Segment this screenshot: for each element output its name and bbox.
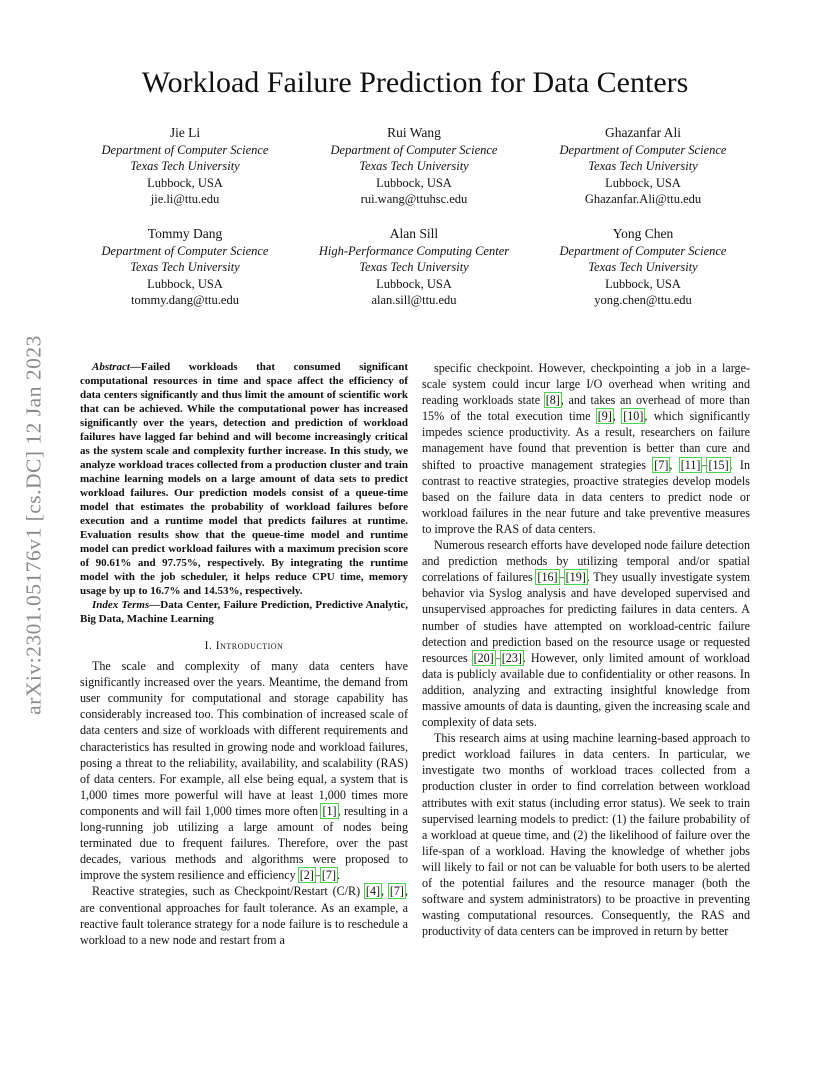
author-university: Texas Tech University: [588, 260, 698, 274]
abstract-text: —Failed workloads that consumed significant computational resources in time and space affect the efficiency of data centers significantly and thus limit the amount of scientific work that can be achieved. While the computational power has increased significantly over the years, detection and prediction of workload failures have lagged far behind and will become increasingly critical as the system scale and complexity further increase. In this study, we analyze workload traces collected from a production cluster and train machine learning models on a large amount of data sets to predict workload failures. Our prediction models consist of a queue-time model that estimates the probability of workload failures before execution and a runtime model that predicts failures at runtime. Evaluation results show that the queue-time model and runtime model can predict workload failures with a maximum precision score of 90.61% and 97.75%, respectively. By integrating the runtime model with the job scheduler, it helps reduce CPU time, memory usage by up to 16.7% and 14.53%, respectively.: [80, 361, 408, 597]
index-terms-label: Index Terms: [92, 599, 150, 611]
arxiv-sidebar: [14, 290, 54, 760]
author-city: Lubbock, USA: [605, 276, 681, 291]
author-department: Department of Computer Science: [101, 142, 269, 157]
body-text: , are conventional approaches for fault tolerance. As an example, a reactive fault tolerance strategy for a node failure is to reschedule a workload to a new node and restart from a: [80, 884, 408, 947]
citation-link[interactable]: [10]: [623, 409, 644, 424]
body-text: –: [314, 868, 321, 883]
author-name: Jie Li: [169, 125, 201, 140]
author-email: alan.sill@ttu.edu: [371, 293, 457, 307]
body-text: –: [494, 650, 501, 665]
body-paragraph: [80, 658, 408, 883]
citation-link[interactable]: [2]: [299, 868, 314, 883]
author-university: Texas Tech University: [130, 260, 240, 274]
citation-link[interactable]: [15]: [708, 457, 729, 472]
author-university: Texas Tech University: [588, 159, 698, 173]
body-text: –: [701, 457, 708, 472]
author-email: yong.chen@ttu.edu: [594, 293, 692, 307]
author-block: [532, 125, 754, 208]
citation-link[interactable]: [11]: [680, 457, 701, 472]
author-email: rui.wang@ttuhsc.edu: [360, 192, 468, 206]
body-text: . However, only limited amount of workload data is publicly available due to confidentiality or other reasons. In addition, analyzing and extracting insightful knowledge from massive amounts of data is daunting, given the increasing scale and complexity of data sets.: [422, 650, 750, 730]
citation-link[interactable]: [4]: [365, 884, 381, 899]
citation-link[interactable]: [19]: [565, 570, 586, 585]
author-department: High-Performance Computing Center: [318, 243, 510, 258]
body-text: ,: [612, 409, 623, 424]
author-email: Ghazanfar.Ali@ttu.edu: [584, 192, 702, 206]
author-university: Texas Tech University: [130, 159, 240, 173]
author-email: jie.li@ttu.edu: [150, 192, 220, 206]
author-department: Department of Computer Science: [101, 243, 269, 258]
citation-link[interactable]: [16]: [537, 570, 558, 585]
section-heading-introduction: I. Introduction: [204, 640, 284, 652]
body-text: , and takes an overhead of more than 15% of the total execution time: [422, 393, 750, 424]
author-name: Ghazanfar Ali: [604, 125, 682, 140]
author-email: tommy.dang@ttu.edu: [131, 293, 239, 307]
author-department: Department of Computer Science: [330, 142, 498, 157]
author-university: Texas Tech University: [359, 260, 469, 274]
body-text: . In contrast to reactive strategies, proactive strategies develop models based on the failure data in data centers to predict node or workload failures in the near future and take preventive measures to improve the RAS of data centers.: [422, 457, 751, 536]
index-terms-text: —Data Center, Failure Prediction, Predictive Analytic, Big Data, Machine Learning: [80, 599, 408, 625]
body-text: .: [337, 868, 341, 883]
citation-link[interactable]: [20]: [473, 650, 494, 665]
body-text: specific checkpoint. However, checkpointing a job in a large-scale system could incur large I/O overhead when writing and reading workloads state: [422, 361, 750, 408]
citation-link[interactable]: [23]: [501, 650, 522, 665]
body-text: The scale and complexity of many data centers have significantly increased over the years. Meantime, the demand from user community for computational and storage capability has considerably increased too. This combination of increased scale of data centers and size of workloads with different requirements and characteristics has resulted in growing node and workload failures, posing a threat to the reliability, availability, and scalability (RAS) of data centers. For example, all else being equal, a system that is 1,000 times more powerful will have at least 1,000 times more components and will fail 1,000 times more often: [80, 659, 408, 818]
body-text: This research aims at using machine learning-based approach to predict workload failures in data centers. In particular, we investigate two months of workload traces collected from a production cluster in order to find correlation between workload attributes with exit status (including error status). We seek to train supervised learning models to predict: (1) the failure probability of a workload at queue time, and (2) the likelihood of failure over the life-span of a workload. Having the knowledge of whether jobs will likely to fail or not can be valuable for both users to be alerted of the potential failures and the resource manager (both the software and system administrators) to be proactive in preventing wasting computational resources. Consequently, the RAS and productivity of data centers can be improved in return by better: [422, 731, 750, 939]
author-city: Lubbock, USA: [376, 276, 452, 291]
author-block: [74, 226, 296, 309]
index-terms: [80, 598, 408, 626]
author-city: Lubbock, USA: [147, 175, 223, 190]
citation-link[interactable]: [8]: [545, 393, 560, 408]
author-block: [74, 125, 296, 208]
citation-link[interactable]: [7]: [654, 457, 669, 472]
right-body-text: [422, 360, 750, 939]
author-block: [532, 226, 754, 309]
author-name: Yong Chen: [612, 226, 674, 241]
citation-link[interactable]: [7]: [389, 884, 404, 899]
author-city: Lubbock, USA: [605, 175, 681, 190]
body-text: –: [558, 570, 565, 585]
arxiv-identifier: arXiv:2301.05176v1 [cs.DC] 12 Jan 2023: [21, 335, 46, 715]
author-row-2: [74, 226, 754, 309]
author-name: Rui Wang: [387, 125, 441, 140]
citation-link[interactable]: [9]: [597, 409, 612, 424]
author-row-1: [74, 125, 754, 208]
author-department: Department of Computer Science: [559, 243, 727, 258]
author-university: Texas Tech University: [359, 159, 469, 173]
body-paragraph: [422, 730, 750, 939]
body-paragraph: [80, 883, 408, 947]
right-column: [422, 360, 750, 939]
body-paragraph: [422, 537, 750, 730]
author-department: Department of Computer Science: [559, 142, 727, 157]
left-body-text: [80, 658, 408, 948]
paper-title: Workload Failure Prediction for Data Centers: [141, 66, 689, 99]
left-column: [80, 360, 408, 948]
body-text: . They usually investigate system behavior via Syslog analysis and have developed supervised and unsupervised approaches for predicting failures in data centers. A number of studies have attempted on workload-centric failure detection and prediction based on the resource usage or requested resources: [422, 570, 751, 665]
body-paragraph: [422, 360, 750, 537]
body-text: ,: [669, 457, 680, 472]
author-name: Alan Sill: [389, 226, 439, 241]
author-block: [303, 125, 525, 208]
body-text: , which significantly impedes science productivity. As a result, researchers on failure management have found that prevention is better than cure and shifted to proactive management strategies: [422, 409, 750, 472]
author-block: [303, 226, 525, 309]
body-text: , resulting in a long-running job utilizing a large amount of nodes being terminated due to frequent failures. Therefore, over the past decades, various methods and algorithms were proposed to improve the system resilience and efficiency: [80, 803, 408, 883]
author-city: Lubbock, USA: [147, 276, 223, 291]
abstract: [80, 360, 408, 598]
body-text: Reactive strategies, such as Checkpoint/Restart (C/R): [92, 884, 365, 899]
abstract-label: Abstract: [92, 361, 130, 373]
author-name: Tommy Dang: [147, 226, 223, 241]
citation-link[interactable]: [7]: [321, 868, 336, 883]
body-text: ,: [381, 884, 389, 899]
body-text: Numerous research efforts have developed node failure detection and prediction methods by utilizing temporal and/or spatial correlations of failures: [422, 538, 750, 585]
author-city: Lubbock, USA: [376, 175, 452, 190]
citation-link[interactable]: [1]: [322, 803, 337, 818]
